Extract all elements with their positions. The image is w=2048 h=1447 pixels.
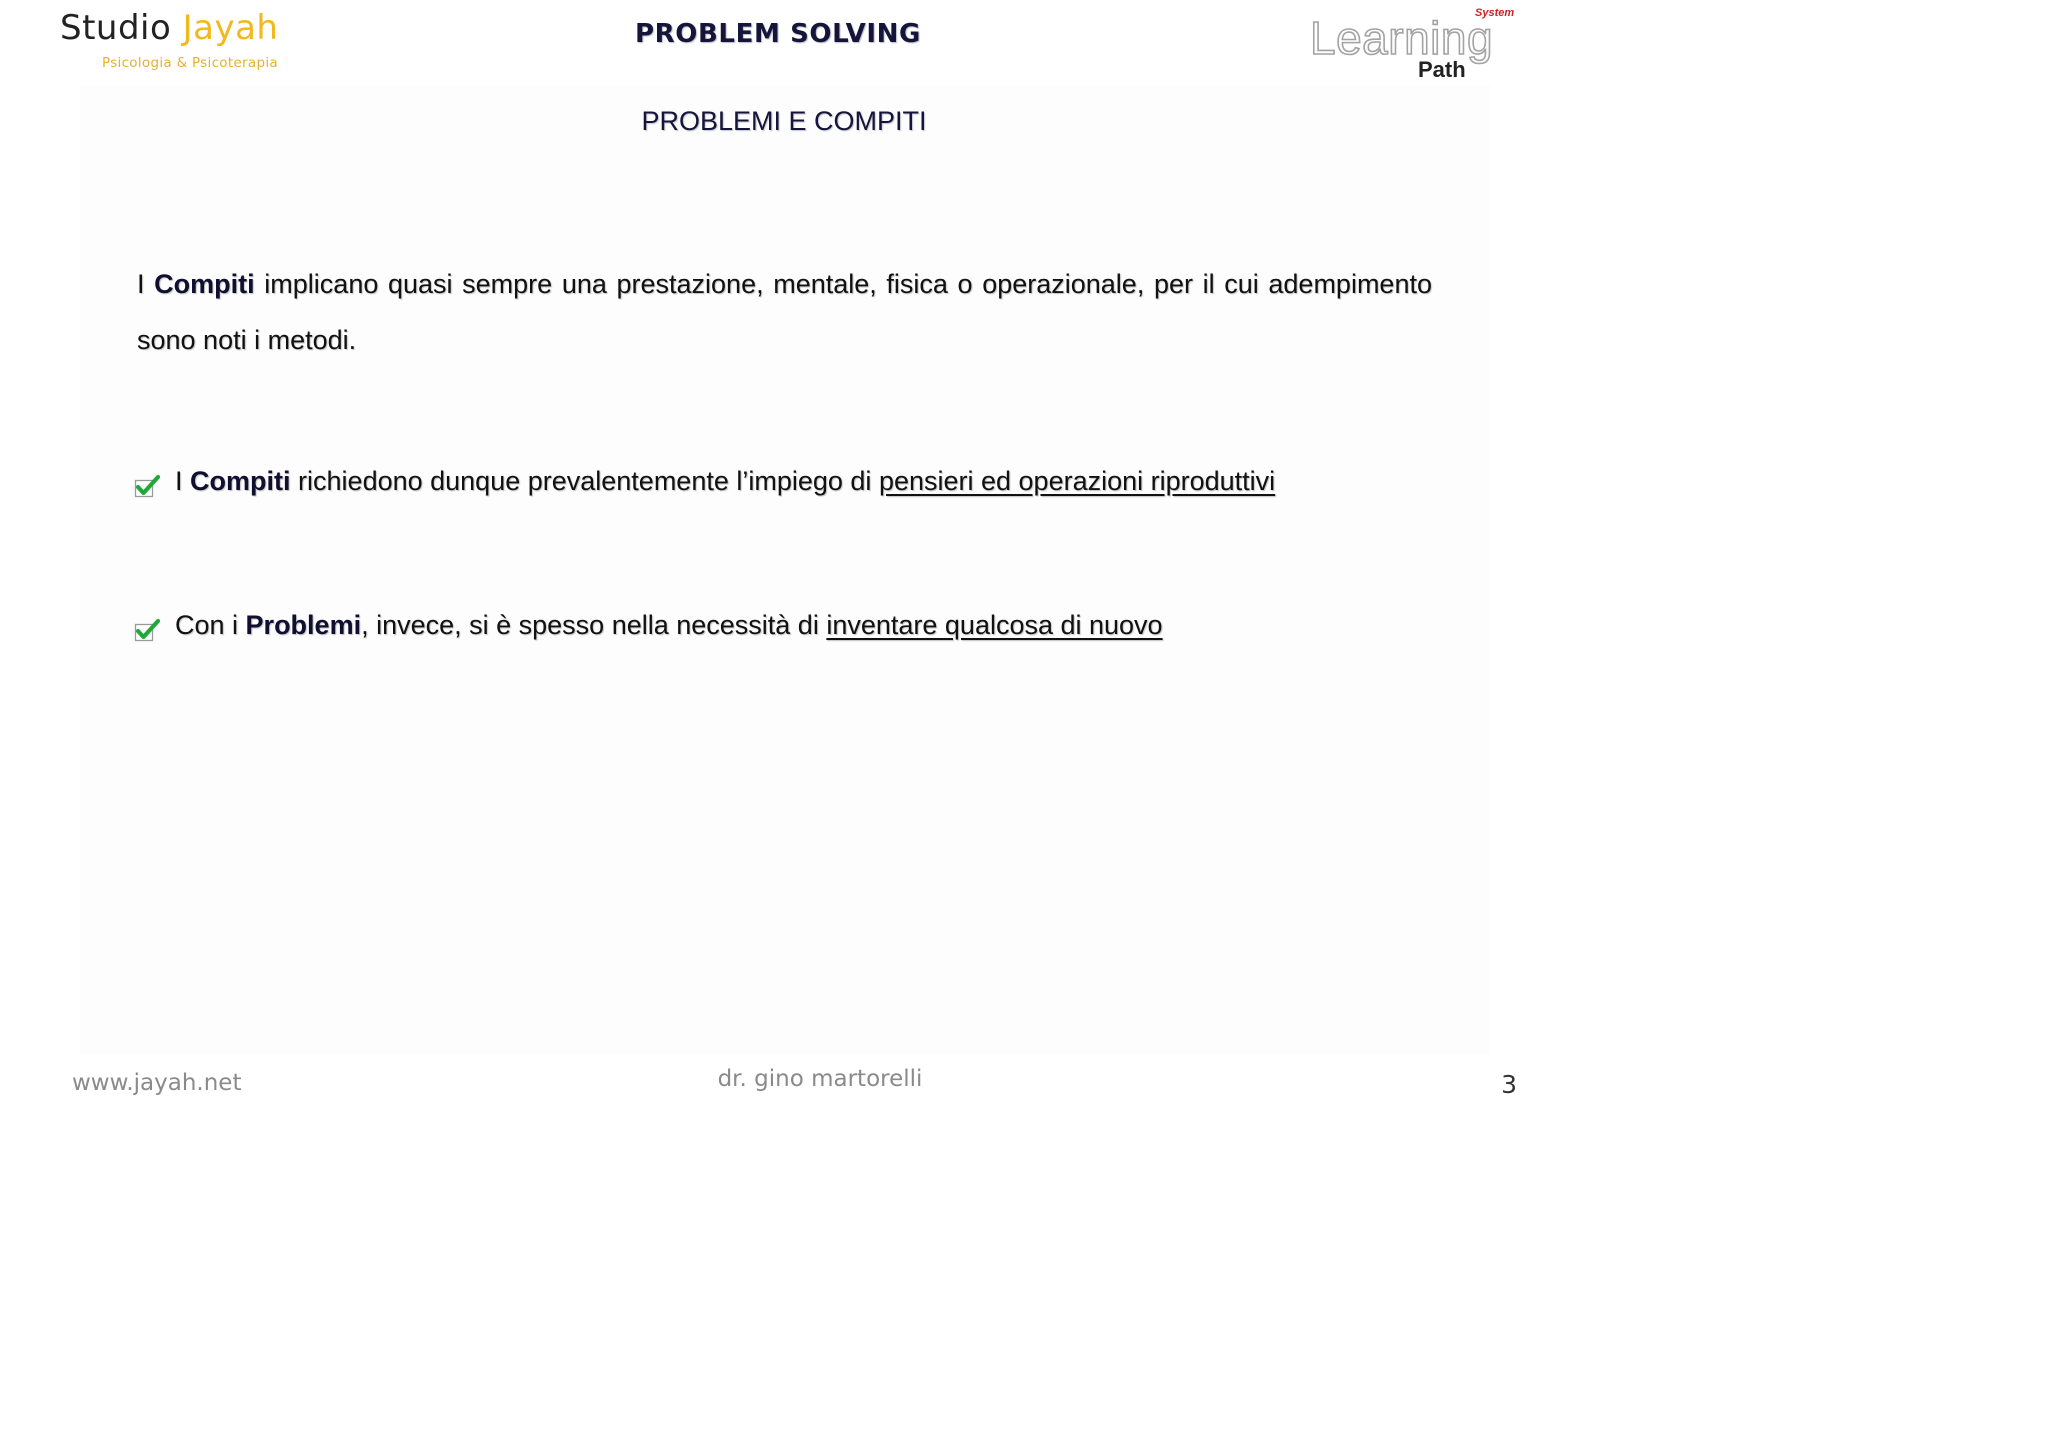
para-lead: I <box>137 269 145 299</box>
learning-path-logo <box>1300 4 1520 84</box>
logo-name-part2: Jayah <box>182 8 279 48</box>
bullet-underlined: pensieri ed operazioni riproduttivi <box>878 466 1276 496</box>
para-bold-term: Compiti <box>154 269 255 299</box>
logo-tagline: Psicologia & Psicoterapia <box>102 55 278 71</box>
slide-subtitle: PROBLEMI E COMPITI <box>641 106 927 136</box>
footer-author: dr. gino martorelli <box>717 1066 923 1092</box>
bullet-underlined: inventare qualcosa di nuovo <box>826 610 1163 640</box>
bullet-bold-term: Compiti <box>190 466 291 496</box>
bullet-text <box>175 605 1163 645</box>
footer-website: www.jayah.net <box>72 1070 242 1096</box>
content-panel <box>80 85 1490 1055</box>
checkmark-icon <box>134 469 162 493</box>
logo-name-part1: Studio <box>60 8 172 48</box>
logo-word-path: Path <box>1418 57 1466 82</box>
logo-word-system: System <box>1475 7 1515 19</box>
bullet-item-compiti <box>134 461 1454 501</box>
bullet-mid: , invece, si è spesso nella necessità di <box>361 610 819 640</box>
header-title: PROBLEM SOLVING <box>635 19 921 49</box>
checkmark-icon <box>134 613 162 637</box>
intro-paragraph <box>137 256 1432 368</box>
bullet-text <box>175 461 1275 501</box>
bullet-pre: Con i <box>175 610 239 640</box>
page-number: 3 <box>1501 1070 1517 1099</box>
bullet-pre: I <box>175 466 183 496</box>
bullet-item-problemi <box>134 605 1454 645</box>
bullet-mid: richiedono dunque prevalentemente l’impiego di <box>298 466 872 496</box>
bullet-bold-term: Problemi <box>245 610 362 640</box>
logo-word-learning: Learning <box>1310 12 1494 64</box>
para-rest: implicano quasi sempre una prestazione, mentale, fisica o operazionale, per il cui adempimento sono noti i metodi. <box>137 269 1432 355</box>
